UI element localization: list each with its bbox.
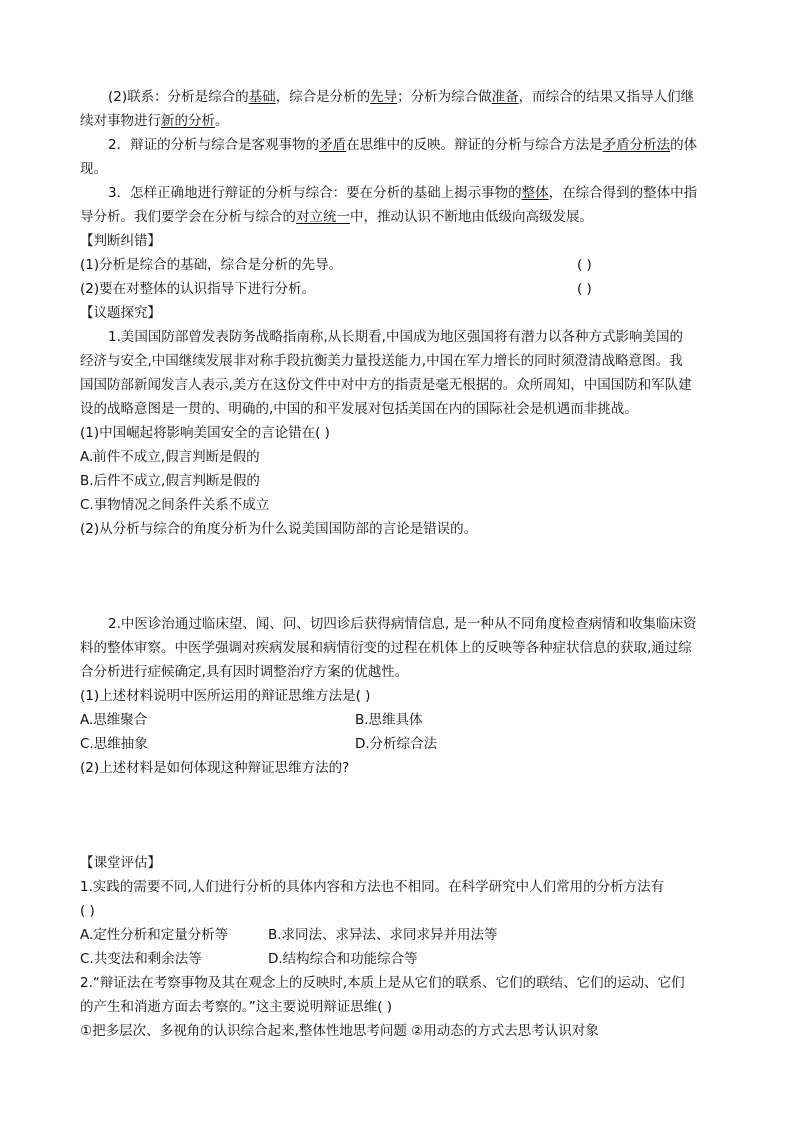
judge-heading: 【判断纠错】 [80, 233, 161, 249]
answer-blank[interactable]: ( ) [80, 903, 95, 919]
dialectic-line-2: 现。 [80, 161, 107, 177]
explore-q2-option-c[interactable]: C.思维抽象 [80, 736, 148, 752]
explore-q2-line-1: 2.中医诊治通过临床望、闻、问、切四诊后获得病情信息, 是一种从不同角度检查病情和收集临床资 [108, 616, 697, 632]
evaluate-q1-option-d[interactable]: D.结构综合和功能综合等 [268, 951, 418, 967]
howto-line-2: 导分析。我们要学会在分析与综合的对立统一中，推动认识不断地由低级向高级发展。 [80, 209, 593, 225]
evaluate-q2-line-3: ①把多层次、多视角的认识综合起来,整体性地思考问题 ②用动态的方式去思考认识对象 [80, 1023, 599, 1039]
underlined-term: 矛盾分析法 [602, 137, 671, 153]
explore-q1-line-4: 设的战略意图是一贯的、明确的,中国的和平发展对包括美国在内的国际社会是机遇而非挑战。 [80, 401, 638, 417]
explore-q1-line-3: 国国防部新闻发言人表示,美方在这份文件中对中方的指责是毫无根据的。众所周知，中国国防和军队建 [80, 377, 692, 393]
contact-line-1: (2)联系：分析是综合的基础，综合是分析的先导；分析为综合做准备，而综合的结果又指导人们继 [108, 89, 695, 105]
explore-q2-option-b[interactable]: B.思维具体 [355, 712, 423, 728]
contact-line-2: 续对事物进行新的分析。 [80, 113, 229, 129]
underlined-term: 对立统一 [296, 209, 350, 225]
underlined-term: 新的分析 [161, 113, 215, 129]
explore-q1-option-b[interactable]: B.后件不成立,假言判断是假的 [80, 473, 260, 489]
evaluate-q2-line-1: 2.“辩证法在考察事物及其在观念上的反映时,本质上是从它们的联系、它们的联结、它们的运动、它们 [80, 975, 685, 991]
underlined-term: 整体 [521, 185, 549, 201]
evaluate-heading: 【课堂评估】 [80, 855, 161, 871]
answer-blank[interactable]: ( ) [577, 281, 592, 297]
dialectic-line-1: 2．辩证的分析与综合是客观事物的矛盾在思维中的反映。辩证的分析与综合方法是矛盾分析法的体 [108, 137, 698, 153]
evaluate-q1-option-a[interactable]: A.定性分析和定量分析等 [80, 927, 229, 943]
explore-q2-option-a[interactable]: A.思维聚合 [80, 712, 148, 728]
explore-q1-option-a[interactable]: A.前件不成立,假言判断是假的 [80, 449, 260, 465]
explore-q2-sub2: (2)上述材料是如何体现这种辩证思维方法的? [80, 760, 350, 776]
judge-item-1: (1)分析是综合的基础，综合是分析的先导。 [80, 257, 343, 273]
explore-q2-line-3: 合分析进行症候确定,具有因时调整治疗方案的优越性。 [80, 664, 409, 680]
underlined-term: 矛盾 [319, 137, 347, 153]
underlined-term: 基础 [248, 89, 276, 105]
evaluate-q2-line-2: 的产生和消逝方面去考察的。”这主要说明辩证思维( ) [80, 999, 393, 1015]
explore-q2-line-2: 料的整体审察。中医学强调对疾病发展和病情衍变的过程在机体上的反映等各种症状信息的获取,通过综 [80, 640, 692, 656]
explore-q2-sub1: (1)上述材料说明中医所运用的辩证思维方法是( ) [80, 688, 371, 704]
evaluate-q1-option-b[interactable]: B.求同法、求异法、求同求异并用法等 [268, 927, 498, 943]
explore-heading: 【议题探究】 [80, 305, 161, 321]
answer-blank[interactable]: ( ) [577, 257, 592, 273]
underlined-term: 先导 [370, 89, 398, 105]
howto-line-1: 3．怎样正确地进行辩证的分析与综合：要在分析的基础上揭示事物的整体，在综合得到的整体中指 [108, 185, 698, 201]
explore-q1-sub2: (2)从分析与综合的角度分析为什么说美国国防部的言论是错误的。 [80, 521, 478, 537]
evaluate-q1-option-c[interactable]: C.共变法和剩余法等 [80, 951, 202, 967]
underlined-term: 准备 [491, 89, 519, 105]
judge-item-2: (2)要在对整体的认识指导下进行分析。 [80, 281, 316, 297]
explore-q2-option-d[interactable]: D.分析综合法 [355, 736, 438, 752]
explore-q1-line-2: 经济与安全,中国继续发展非对称手段抗衡美力量投送能力,中国在军力增长的同时须澄清战略意图。我 [80, 353, 683, 369]
evaluate-q1-line-1: 1.实践的需要不同,人们进行分析的具体内容和方法也不相同。在科学研究中人们常用的分析方法有 [80, 879, 665, 895]
explore-q1-line-1: 1.美国国防部曾发表防务战略指南称,从长期看,中国成为地区强国将有潜力以各种方式影响美国的 [108, 329, 683, 345]
explore-q1-option-c[interactable]: C.事物情况之间条件关系不成立 [80, 497, 270, 513]
explore-q1-sub1: (1)中国崛起将影响美国安全的言论错在( ) [80, 425, 330, 441]
